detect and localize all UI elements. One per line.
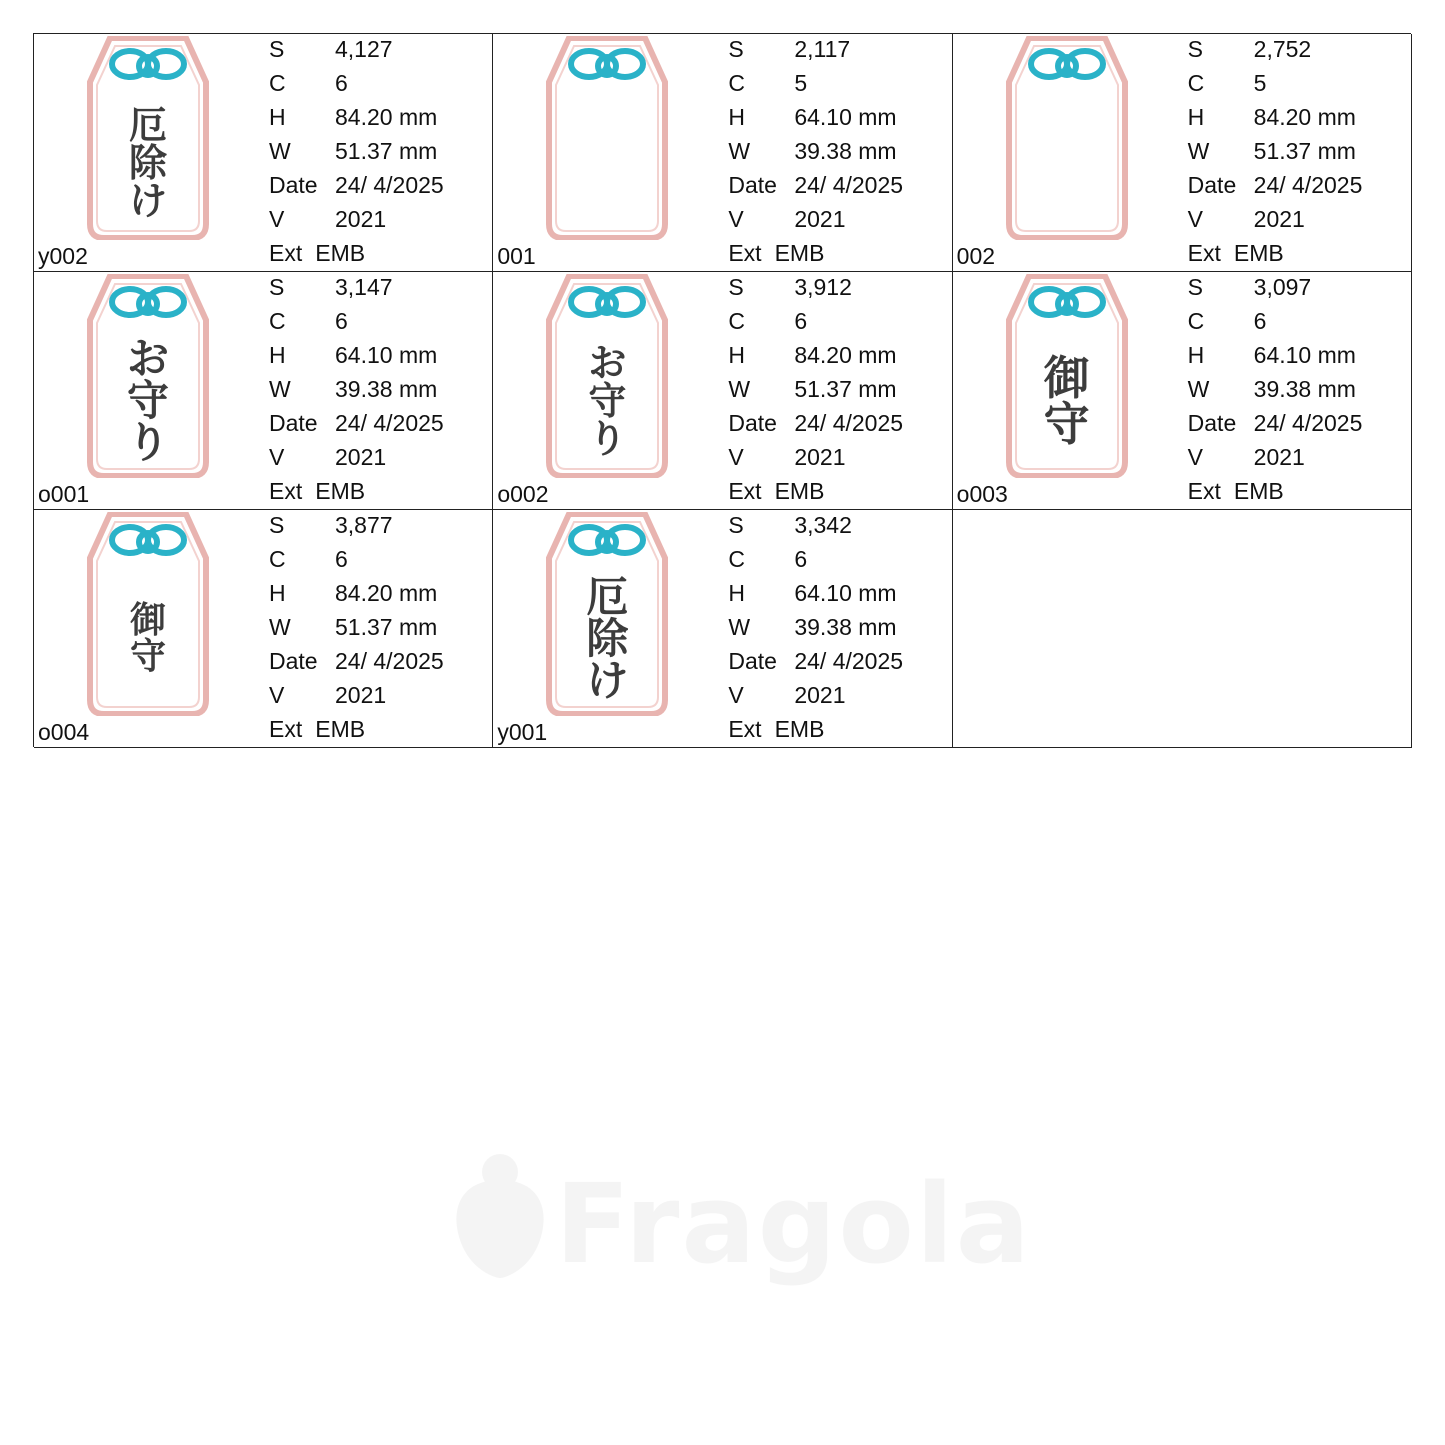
info-label: W [269,138,291,164]
info-row-date [1188,172,1363,206]
info-label: V [1187,206,1203,232]
info-value: 5 [794,70,808,96]
info-value: 51.37 mm [1253,138,1356,164]
design-name: y001 [497,719,548,745]
info-value: 64.10 mm [1253,342,1356,368]
info-label: Ext [1187,240,1221,266]
info-row-width [728,376,903,410]
omamori-glyph: 厄 [128,103,167,147]
info-label: W [1187,138,1210,164]
info-label: H [728,580,745,606]
info-value: 2021 [794,206,846,232]
design-sheet-grid [33,33,1411,747]
omamori-glyph: 除 [128,141,167,185]
info-value: 2021 [794,682,846,708]
omamori-glyph: 御 [1043,351,1090,405]
info-label: V [728,444,744,470]
design-preview [545,512,669,716]
design-cell [493,510,952,748]
info-value: 5 [1253,70,1267,96]
info-row-colors [728,546,903,580]
info-value: 64.10 mm [335,342,438,368]
info-row-height [728,580,903,614]
design-info [1188,274,1363,510]
design-name: o001 [38,481,90,507]
info-row-date [728,648,903,682]
omamori-glyph: 守 [126,376,169,425]
info-value: 6 [335,308,348,334]
info-label: S [269,512,285,538]
info-value: 6 [335,546,348,572]
info-label: C [1187,308,1205,334]
omamori-tag-icon [545,36,669,240]
info-row-height [728,342,903,376]
info-label: Date [728,410,777,436]
info-value: 2021 [1253,206,1305,232]
design-preview [1005,36,1129,240]
info-value: 24/ 4/2025 [1253,172,1363,198]
omamori-glyph: り [588,417,627,461]
info-label: H [1187,342,1205,368]
info-value: 3,342 [794,512,852,538]
info-value: 3,912 [794,274,852,300]
omamori-glyph: お [588,341,627,385]
info-label: S [728,36,744,62]
info-row-extension [728,240,903,272]
info-value: EMB [1233,240,1284,266]
info-label: Date [269,648,318,674]
info-label: H [269,342,286,368]
info-value: 24/ 4/2025 [335,648,444,674]
info-label: S [269,36,285,62]
info-label: S [269,274,285,300]
info-value: 2,752 [1253,36,1312,62]
info-value: 24/ 4/2025 [1253,410,1363,436]
design-preview [545,36,669,240]
info-row-colors [269,546,444,580]
info-value: EMB [774,716,825,742]
info-label: V [728,206,744,232]
info-label: C [728,308,745,334]
info-label: W [1187,376,1210,402]
omamori-text [545,341,669,461]
info-row-date [269,648,444,682]
info-label: V [728,682,744,708]
info-row-height [1188,104,1363,138]
info-value: 51.37 mm [335,138,438,164]
info-label: Date [728,172,777,198]
info-value: 2021 [335,206,387,232]
info-value: 2021 [794,444,846,470]
info-value: 39.38 mm [794,614,897,640]
info-row-colors [269,70,444,104]
info-value: 84.20 mm [794,342,897,368]
info-row-date [1188,410,1363,444]
design-cell [34,34,493,272]
info-label: V [269,682,285,708]
info-label: C [728,70,745,96]
info-row-stitches [728,274,903,308]
info-label: Date [728,648,777,674]
info-label: Ext [728,240,762,266]
info-label: S [728,512,744,538]
omamori-glyph: 守 [1043,397,1090,451]
info-row-colors [728,70,903,104]
info-label: Date [1187,172,1237,198]
info-row-width [269,614,444,648]
info-value: 39.38 mm [1253,376,1356,402]
info-label: C [1187,70,1205,96]
omamori-glyph: お [126,334,169,383]
info-value: 24/ 4/2025 [335,172,444,198]
info-value: EMB [1233,478,1284,504]
info-value: 51.37 mm [794,376,897,402]
info-label: H [269,580,286,606]
info-label: S [1187,36,1203,62]
info-value: 6 [794,308,808,334]
info-row-date [728,410,903,444]
design-info [728,274,903,510]
omamori-text [86,600,210,677]
info-row-width [728,614,903,648]
info-label: W [728,138,751,164]
info-row-version [269,682,444,716]
omamori-glyph: 御 [129,600,166,641]
info-row-version [269,206,444,240]
info-row-height [728,104,903,138]
info-value: EMB [315,716,366,742]
info-label: V [1187,444,1203,470]
info-value: EMB [315,478,366,504]
info-row-colors [269,308,444,342]
info-value: 64.10 mm [794,580,897,606]
info-label: Date [269,410,318,436]
info-label: Ext [728,716,762,742]
info-value: 84.20 mm [1253,104,1356,130]
info-row-version [728,206,903,240]
info-value: 2,117 [794,36,851,62]
info-value: EMB [315,240,366,266]
strawberry-icon [450,1150,550,1280]
design-info [1188,36,1363,272]
info-label: S [728,274,744,300]
info-value: 2021 [335,444,387,470]
design-preview [86,36,210,240]
info-label: H [728,342,745,368]
info-row-stitches [728,512,903,546]
info-label: W [728,376,751,402]
info-value: 39.38 mm [794,138,897,164]
empty-cell [953,510,1412,748]
info-value: 3,877 [335,512,393,538]
info-label: Ext [269,478,303,504]
info-row-height [269,342,444,376]
info-value: 24/ 4/2025 [794,410,904,436]
watermark-logo [450,1150,1032,1290]
info-row-date [269,172,444,206]
design-info [728,36,903,272]
omamori-glyph: け [586,656,629,705]
info-value: 64.10 mm [794,104,897,130]
info-row-date [269,410,444,444]
info-row-width [1188,376,1363,410]
info-row-date [728,172,903,206]
omamori-glyph: り [126,418,169,467]
info-label: Ext [728,478,762,504]
info-label: Ext [269,716,303,742]
design-cell [953,272,1412,510]
info-row-colors [1188,308,1363,342]
info-label: C [269,546,286,572]
info-label: Ext [269,240,303,266]
info-row-stitches [269,274,444,308]
info-label: C [269,70,286,96]
info-label: S [1187,274,1203,300]
design-info [728,512,903,748]
info-row-extension [728,478,903,510]
info-label: C [269,308,286,334]
info-label: C [728,546,745,572]
info-row-colors [1188,70,1363,104]
omamori-glyph: 守 [129,636,166,677]
info-row-extension [1188,240,1363,272]
design-preview [86,274,210,478]
design-cell [493,272,952,510]
info-label: V [269,206,285,232]
info-label: Date [1187,410,1237,436]
info-value: 3,147 [335,274,393,300]
info-label: H [728,104,745,130]
info-label: H [1187,104,1205,130]
info-row-width [1188,138,1363,172]
omamori-glyph: 守 [588,379,627,423]
design-cell [34,510,493,748]
info-row-width [269,376,444,410]
info-row-version [269,444,444,478]
design-preview [1005,274,1129,478]
design-info [269,36,444,272]
design-name: o004 [38,719,90,745]
info-value: EMB [774,240,825,266]
info-label: V [269,444,285,470]
omamori-text [86,103,210,223]
info-value: 39.38 mm [335,376,438,402]
omamori-text [545,572,669,705]
design-info [269,512,444,748]
info-row-version [728,682,903,716]
info-value: 24/ 4/2025 [335,410,444,436]
info-row-colors [728,308,903,342]
design-name: o003 [956,481,1008,507]
info-row-extension [269,478,444,510]
info-label: W [728,614,751,640]
omamori-glyph: 除 [586,614,629,663]
design-preview [86,512,210,716]
info-row-stitches [728,36,903,70]
info-value: EMB [774,478,825,504]
watermark-text: Fragola [555,1160,1032,1288]
info-label: H [269,104,286,130]
info-label: W [269,614,291,640]
info-row-stitches [1188,274,1363,308]
info-value: 2021 [1253,444,1305,470]
info-value: 4,127 [335,36,393,62]
info-row-stitches [269,36,444,70]
info-row-version [1188,444,1363,478]
info-row-extension [269,240,444,272]
info-row-stitches [1188,36,1363,70]
design-info [269,274,444,510]
omamori-text [1005,351,1129,451]
design-cell [953,34,1412,272]
info-label: Date [269,172,318,198]
info-value: 6 [335,70,348,96]
info-row-version [728,444,903,478]
design-name: o002 [497,481,549,507]
omamori-tag-icon [1005,36,1129,240]
info-value: 84.20 mm [335,580,438,606]
info-value: 3,097 [1253,274,1312,300]
omamori-glyph: け [128,179,167,223]
design-cell [493,34,952,272]
design-name: 002 [956,243,996,269]
info-row-height [269,580,444,614]
info-value: 6 [794,546,808,572]
info-value: 2021 [335,682,387,708]
design-name: y002 [38,243,88,269]
omamori-text [86,334,210,467]
omamori-glyph: 厄 [586,572,629,621]
design-name: 001 [497,243,536,269]
info-row-width [728,138,903,172]
info-row-version [1188,206,1363,240]
info-row-extension [269,716,444,748]
design-cell [34,272,493,510]
info-row-height [269,104,444,138]
info-label: Ext [1187,478,1221,504]
info-row-height [1188,342,1363,376]
info-row-extension [1188,478,1363,510]
info-value: 51.37 mm [335,614,438,640]
info-value: 84.20 mm [335,104,438,130]
info-value: 6 [1253,308,1267,334]
info-row-width [269,138,444,172]
info-row-stitches [269,512,444,546]
info-row-extension [728,716,903,748]
design-preview [545,274,669,478]
info-value: 24/ 4/2025 [794,172,904,198]
info-label: W [269,376,291,402]
info-value: 24/ 4/2025 [794,648,904,674]
